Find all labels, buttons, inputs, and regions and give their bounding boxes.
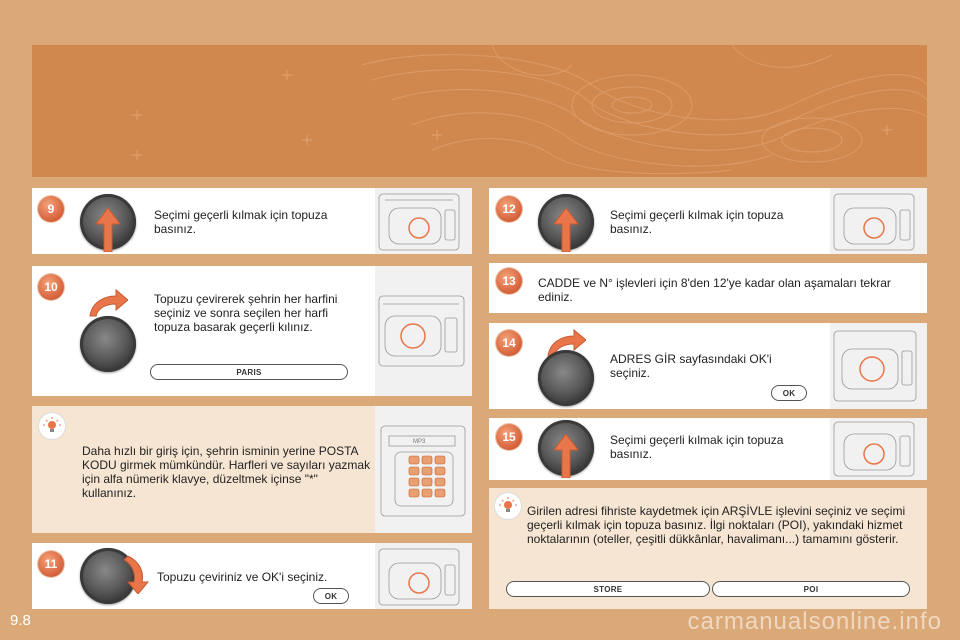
radio-device-icon (375, 266, 472, 396)
step-15-text: Seçimi geçerli kılmak için topuza basınız. (610, 433, 784, 461)
turn-arrow-icon (88, 288, 128, 318)
step-14-badge: 14 (496, 330, 522, 356)
poi-pill[interactable]: POI (712, 581, 910, 597)
header-banner (32, 45, 927, 177)
radio-device-icon (830, 323, 927, 409)
step-13-badge: 13 (496, 268, 522, 294)
push-arrow-icon (96, 208, 120, 252)
step-15-badge: 15 (496, 424, 522, 450)
step-12-text: Seçimi geçerli kılmak için topuza basınız. (610, 208, 784, 236)
rotary-knob-icon (538, 350, 594, 406)
radio-device-icon (375, 188, 472, 254)
push-arrow-icon (554, 208, 578, 252)
radio-device-icon (830, 188, 927, 254)
step-10-text: Topuzu çevirerek şehrin her harfini seçiniz ve sonra seçilen her harfi topuza basarak geçerli kılınız. (154, 292, 338, 334)
radio-device-icon (375, 543, 472, 609)
step-12-badge: 12 (496, 196, 522, 222)
step-10-badge: 10 (38, 274, 64, 300)
store-pill[interactable]: STORE (506, 581, 710, 597)
tip-2-text: Girilen adresi fihriste kaydetmek için ARŞİVLE işlevini seçiniz ve seçimi geçerli kılmak için topuza basınız. İlgi noktaları (POI), yakındaki hizmet noktalarının (oteller, çeşitli dükkânlar, havalimanı...) tamamını gösterir. (527, 504, 906, 546)
step-14-text: ADRES GİR sayfasındaki OK'i seçiniz. (610, 352, 772, 380)
watermark: carmanualsonline.info (687, 608, 942, 635)
step-9-text: Seçimi geçerli kılmak için topuza basınız. (154, 208, 328, 236)
radio-device-icon (830, 418, 927, 480)
page-number: 9.8 (10, 612, 31, 629)
step-9-badge: 9 (38, 196, 64, 222)
keypad-device-icon (375, 406, 472, 533)
step-13-text: CADDE ve N° işlevleri için 8'den 12'ye kadar olan aşamaları tekrar ediniz. (538, 276, 891, 304)
turn-arrow-icon (124, 556, 150, 594)
tip-1-text: Daha hızlı bir giriş için, şehrin isminin yerine POSTA KODU girmek mümkündür. Harfleri ve sayıları yazmak için alfa nümerik klavye, düzeltmek içinse "*" kullanınız. (82, 444, 371, 500)
push-arrow-icon (554, 434, 578, 478)
ok-pill[interactable]: OK (771, 385, 807, 401)
lightbulb-icon (494, 492, 522, 520)
paris-pill[interactable]: PARIS (150, 364, 348, 380)
topographic-pattern (32, 45, 927, 177)
keypad-label: MP3 (413, 439, 426, 445)
rotary-knob-icon (80, 316, 136, 372)
step-11-badge: 11 (38, 551, 64, 577)
ok-pill[interactable]: OK (313, 588, 349, 604)
step-11-text: Topuzu çeviriniz ve OK'i seçiniz. (157, 570, 328, 584)
lightbulb-icon (38, 412, 66, 440)
